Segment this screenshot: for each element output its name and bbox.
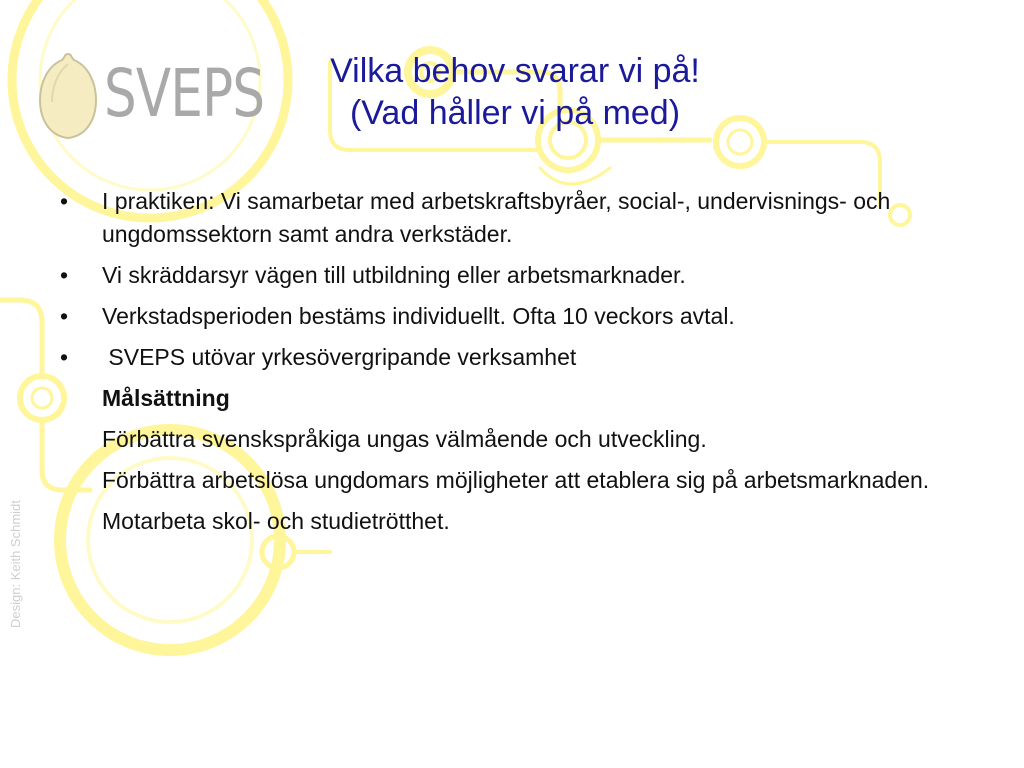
lemon-icon [38, 50, 98, 142]
sveps-logo [38, 50, 265, 142]
bullet-item [60, 259, 960, 292]
goals-heading: Målsättning [102, 385, 230, 411]
slide-content [60, 185, 960, 546]
bullet-item [60, 341, 960, 374]
logo-text: SVEPS [104, 55, 265, 132]
design-credit: Design: Keith Schmidt [8, 500, 23, 628]
bullet-text: Verkstadsperioden bestäms individuellt. Ofta 10 veckors avtal. [102, 303, 735, 329]
bullet-item [60, 300, 960, 333]
bullet-text: Vi skräddarsyr vägen till utbildning eller arbetsmarknader. [102, 262, 686, 288]
bullet-symbol: • [60, 344, 69, 370]
title-line-1: Vilka behov svarar vi på! [330, 52, 700, 90]
bullet-text: SVEPS utövar yrkesövergripande verksamhet [102, 344, 577, 370]
goal-line: Förbättra svenskspråkiga ungas välmående och utveckling. [102, 426, 707, 452]
bullet-symbol: • [60, 303, 69, 329]
bullet-text: I praktiken: Vi samarbetar med arbetskraftsbyråer, social-, undervisnings- och ungdomssektorn samt andra verkstäder. [102, 188, 891, 247]
goal-line: Motarbeta skol- och studietrötthet. [102, 508, 450, 534]
goal-line: Förbättra arbetslösa ungdomars möjligheter att etablera sig på arbetsmarknaden. [102, 467, 930, 493]
bullet-symbol: • [60, 262, 69, 288]
title-line-2: (Vad håller vi på med) [349, 94, 681, 132]
slide-title [250, 50, 780, 134]
bullet-item [60, 185, 960, 251]
bullet-symbol: • [60, 188, 69, 214]
